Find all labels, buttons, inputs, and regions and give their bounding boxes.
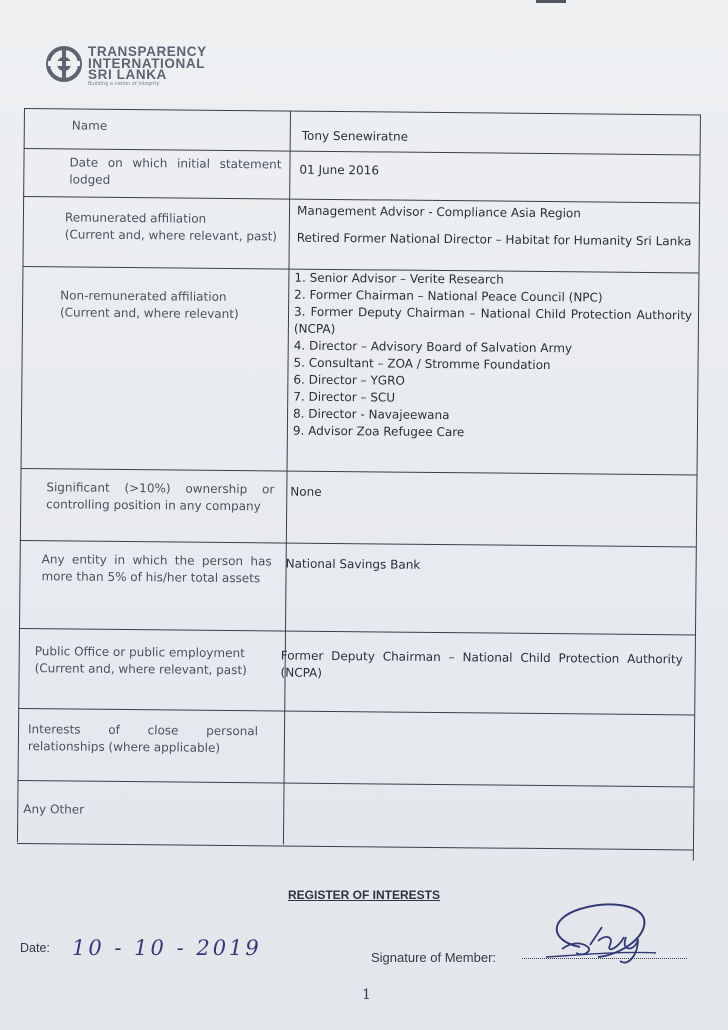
entity-assets-value: National Savings Bank	[285, 556, 421, 572]
entity-assets-label: Any entity in which the person has more than 5% of his/her total assets	[41, 552, 272, 586]
public-office-value: Former Deputy Chairman – National Child Protection Authority (NCPA)	[280, 648, 683, 680]
register-title: REGISTER OF INTERESTS	[288, 888, 441, 902]
list-item: 9. Advisor Zoa Refugee Care	[292, 423, 465, 440]
table-row-ownership	[20, 468, 697, 547]
date-label: Date:	[20, 941, 50, 955]
name-value: Tony Senewiratne	[301, 128, 409, 144]
ownership-label: Significant (>10%) ownership or controlling position in any company	[46, 480, 275, 514]
non-remunerated-label-2: (Current and, where relevant)	[59, 305, 239, 322]
non-remunerated-list	[293, 270, 693, 444]
logo-line-3: SRI LANKA	[88, 67, 167, 82]
logo-line-1: TRANSPARENCY	[88, 44, 207, 59]
table-row-entity-assets	[19, 540, 696, 635]
date-lodged-value: 01 June 2016	[299, 162, 380, 178]
remunerated-label-2: (Current and, where relevant, past)	[64, 227, 278, 244]
transparency-international-emblem-icon	[46, 46, 82, 82]
page-number: 1	[362, 987, 371, 1003]
close-relationships-label: Interests of close personal relationships (where applicable)	[27, 722, 259, 755]
logo-tagline: Building a nation of integrity	[88, 81, 160, 87]
table-row-close-relationships	[18, 708, 695, 787]
any-other-label: Any Other	[23, 802, 85, 817]
top-edge-mark	[536, 0, 566, 3]
list-item: 6. Director – YGRO	[293, 372, 405, 388]
table-row-any-other	[17, 780, 694, 850]
remunerated-value-2: Retired Former National Director – Habitat for Humanity Sri Lanka	[296, 230, 692, 249]
handwritten-signature	[540, 897, 660, 981]
remunerated-value-1: Management Advisor - Compliance Asia Region	[296, 203, 581, 221]
logo-line-2: INTERNATIONAL	[88, 55, 206, 71]
public-office-label-1: Public Office or public employment	[34, 644, 245, 661]
signature-label: Signature of Member:	[371, 950, 497, 965]
remunerated-label-1: Remunerated affiliation	[64, 210, 207, 226]
declaration-table	[17, 108, 700, 864]
table-row-public-office	[18, 628, 695, 715]
table-row-non-remunerated	[21, 266, 699, 469]
list-item: 5. Consultant – ZOA / Stromme Foundation	[293, 355, 551, 373]
list-item: 4. Director – Advisory Board of Salvation Army	[293, 338, 573, 356]
ti-sri-lanka-logo	[46, 44, 236, 94]
public-office-label-2: (Current and, where relevant, past)	[34, 661, 247, 678]
list-item: 3. Former Deputy Chairman – National Child Protection Authority (NCPA)	[293, 304, 693, 336]
list-item: 1. Senior Advisor – Verite Research	[294, 270, 504, 287]
table-row-remunerated	[23, 196, 700, 267]
non-remunerated-label-1: Non-remunerated affiliation	[60, 288, 227, 304]
name-label: Name	[71, 118, 108, 133]
date-lodged-label: Date on which initial statement lodged	[69, 155, 282, 187]
list-item: 8. Director - Navajeewana	[293, 406, 450, 423]
list-item: 7. Director – SCU	[293, 389, 396, 405]
list-item: 2. Former Chairman – National Peace Council (NPC)	[294, 287, 603, 305]
ownership-value: None	[290, 484, 322, 499]
table-row-date-lodged	[23, 148, 699, 197]
handwritten-date: 10 - 10 - 2019	[72, 936, 262, 960]
logo-wordmark	[88, 46, 207, 81]
